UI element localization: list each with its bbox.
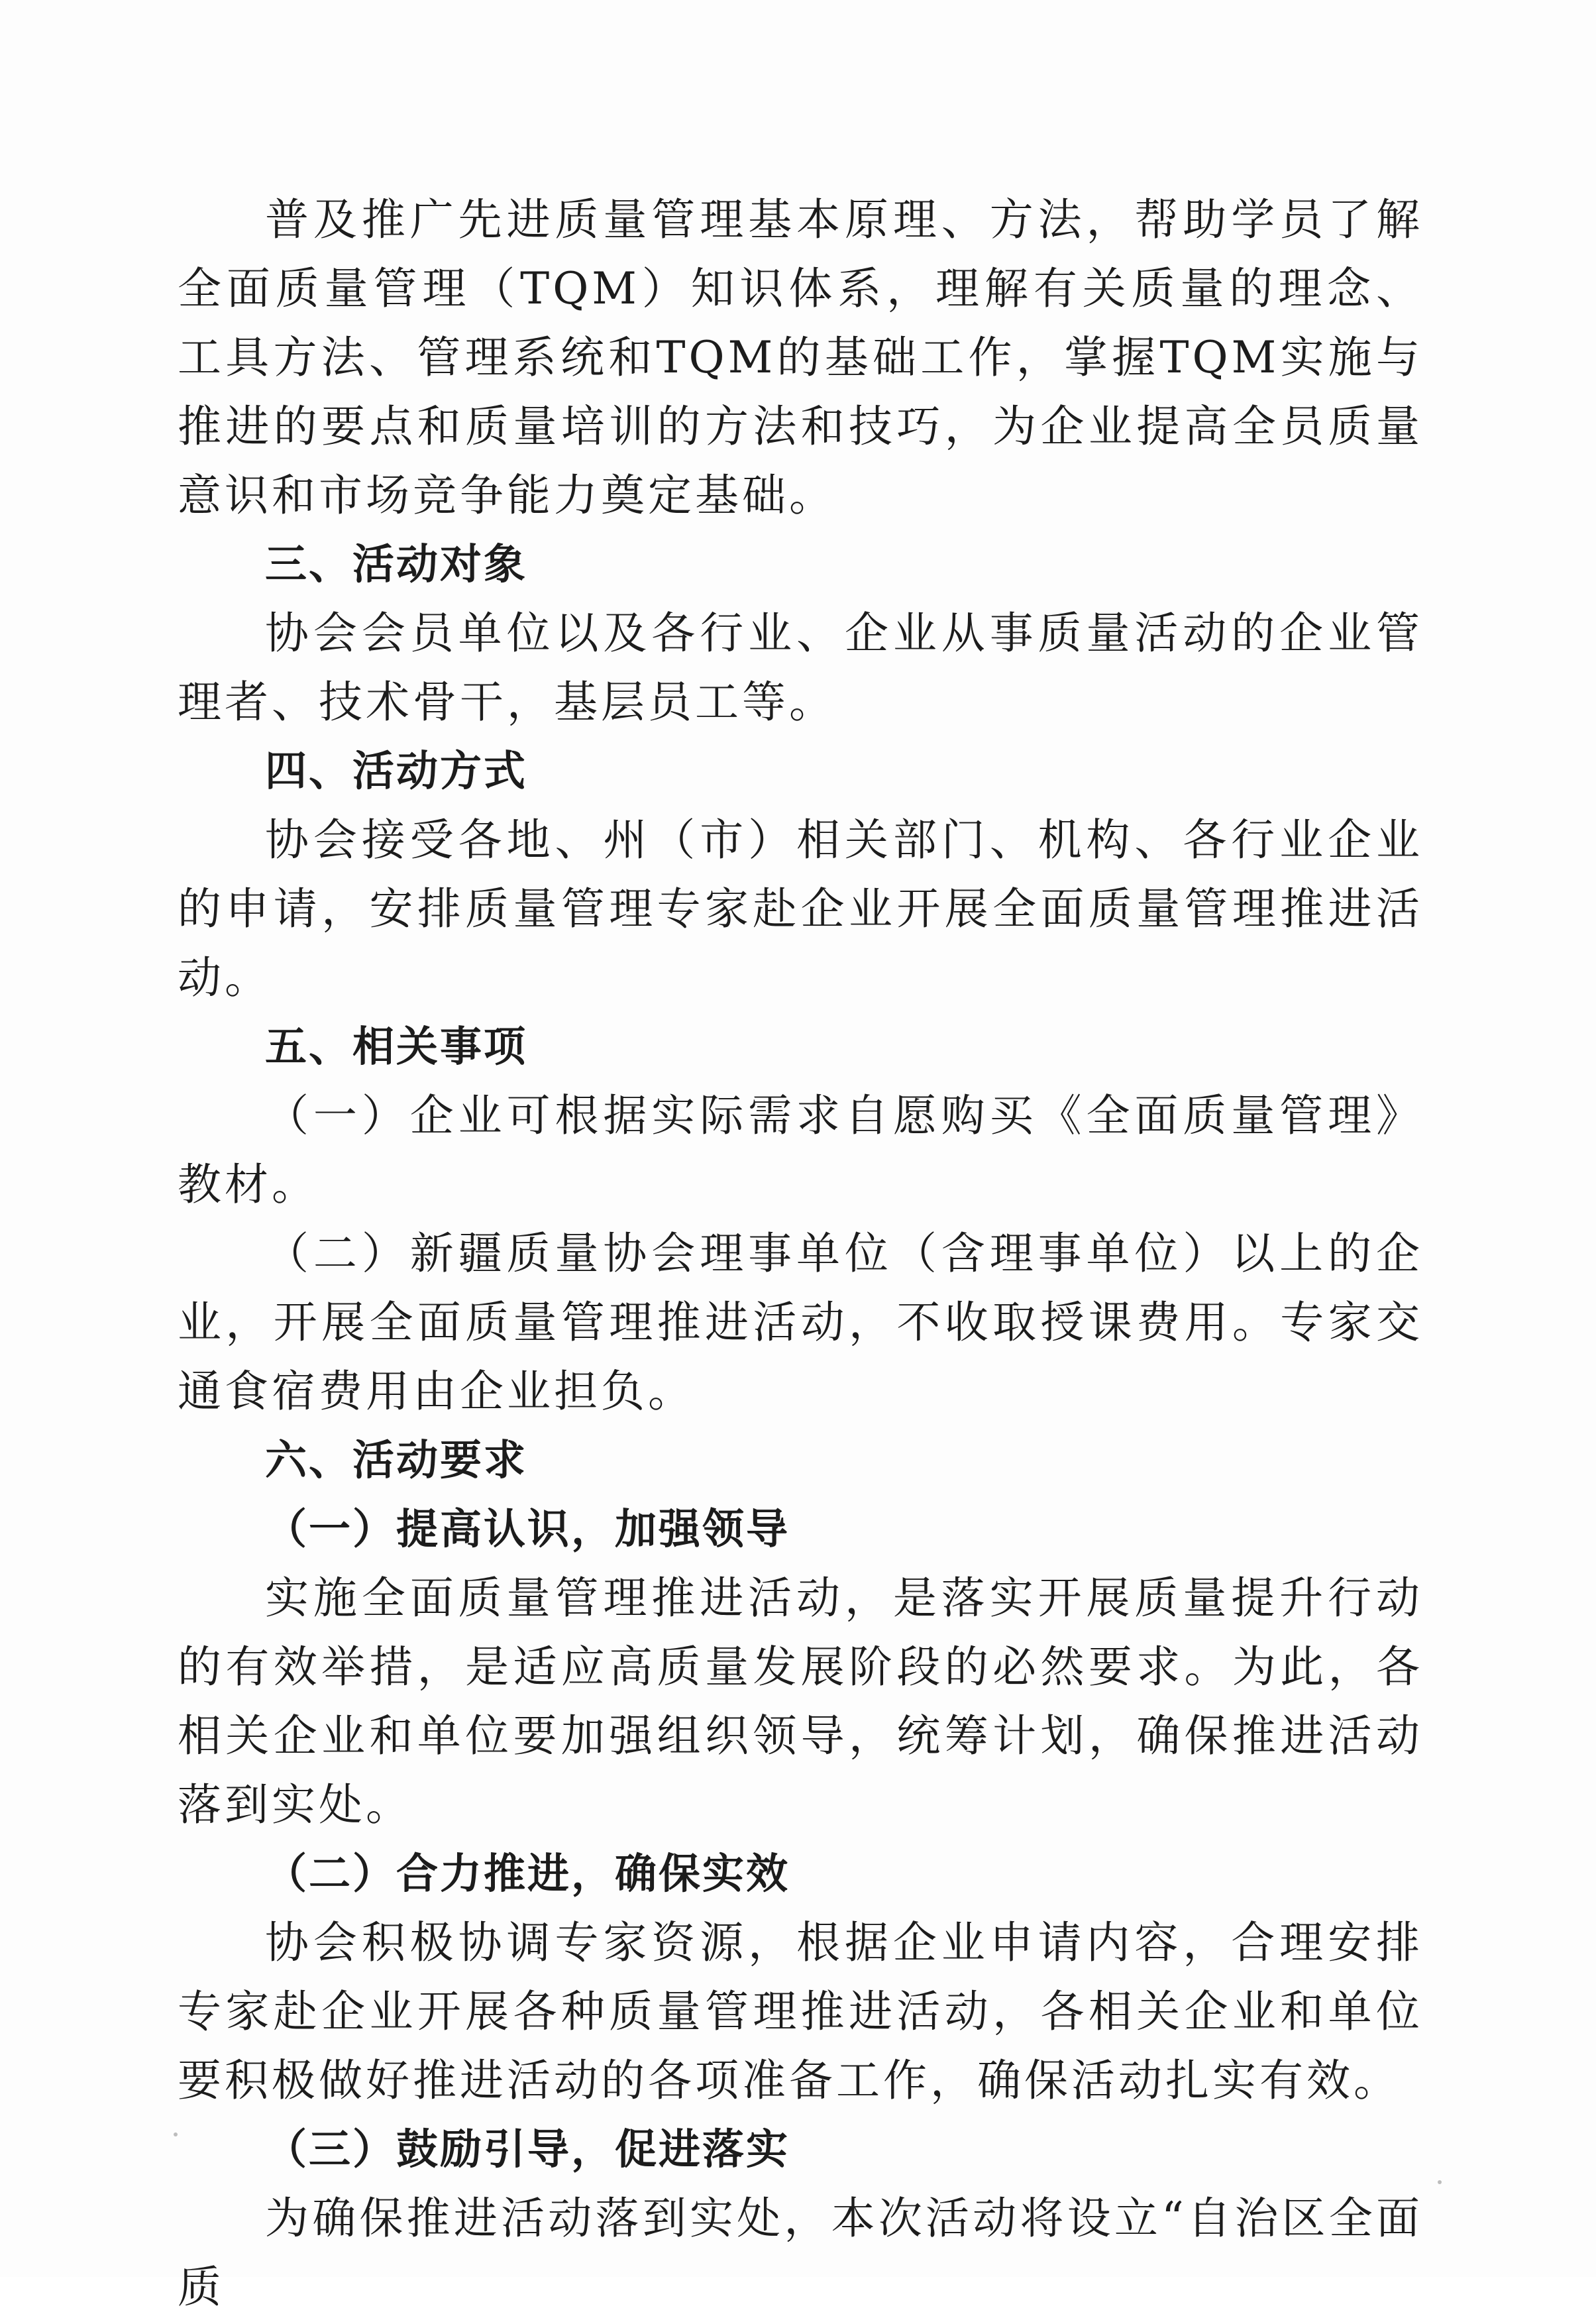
paragraph-requirement-1: 实施全面质量管理推进活动，是落实开展质量提升行动的有效举措，是适应高质量发展阶段的必然要求。为此，各相关企业和单位要加强组织领导，统筹计划，确保推进活动落到实处。 xyxy=(178,1573,1423,1830)
scan-speck xyxy=(1438,2180,1442,2184)
paragraph-activity-method: 协会接受各地、州（市）相关部门、机构、各行业企业的申请，安排质量管理专家赴企业开展全面质量管理推进活动。 xyxy=(178,814,1423,1003)
paragraph-related-matters-2: （二）新疆质量协会理事单位（含理事单位）以上的企业，开展全面质量管理推进活动，不收取授课费用。专家交通食宿费用由企业担负。 xyxy=(178,1228,1423,1417)
section-heading-target-audience: 三、活动对象 xyxy=(265,540,527,588)
subheading-requirement-2: （二）合力推进，确保实效 xyxy=(265,1850,790,1898)
paragraph-related-matters-1: （一）企业可根据实际需求自愿购买《全面质量管理》教材。 xyxy=(178,1090,1423,1210)
paragraph-purpose: 普及推广先进质量管理基本原理、方法，帮助学员了解全面质量管理（TQM）知识体系，理解有关质量的理念、工具方法、管理系统和TQM的基础工作，掌握TQM实施与推进的要点和质量培训的方法和技巧，为企业提高全员质量意识和市场竞争能力奠定基础。 xyxy=(178,194,1423,521)
subheading-requirement-1: （一）提高认识，加强领导 xyxy=(265,1505,790,1553)
paragraph-requirement-3: 为确保推进活动落到实处，本次活动将设立“自治区全面质 xyxy=(178,2193,1423,2313)
document-body xyxy=(178,186,1423,2322)
scan-speck xyxy=(174,2132,178,2136)
paragraph-target-audience: 协会会员单位以及各行业、企业从事质量活动的企业管理者、技术骨干，基层员工等。 xyxy=(178,608,1423,728)
paragraph-requirement-2: 协会积极协调专家资源，根据企业申请内容，合理安排专家赴企业开展各种质量管理推进活动，各相关企业和单位要积极做好推进活动的各项准备工作，确保活动扎实有效。 xyxy=(178,1917,1423,2106)
section-heading-related-matters: 五、相关事项 xyxy=(265,1023,527,1071)
section-heading-activity-requirements: 六、活动要求 xyxy=(265,1436,527,1484)
subheading-requirement-3: （三）鼓励引导，促进落实 xyxy=(265,2125,790,2174)
section-heading-activity-method: 四、活动方式 xyxy=(265,747,527,795)
